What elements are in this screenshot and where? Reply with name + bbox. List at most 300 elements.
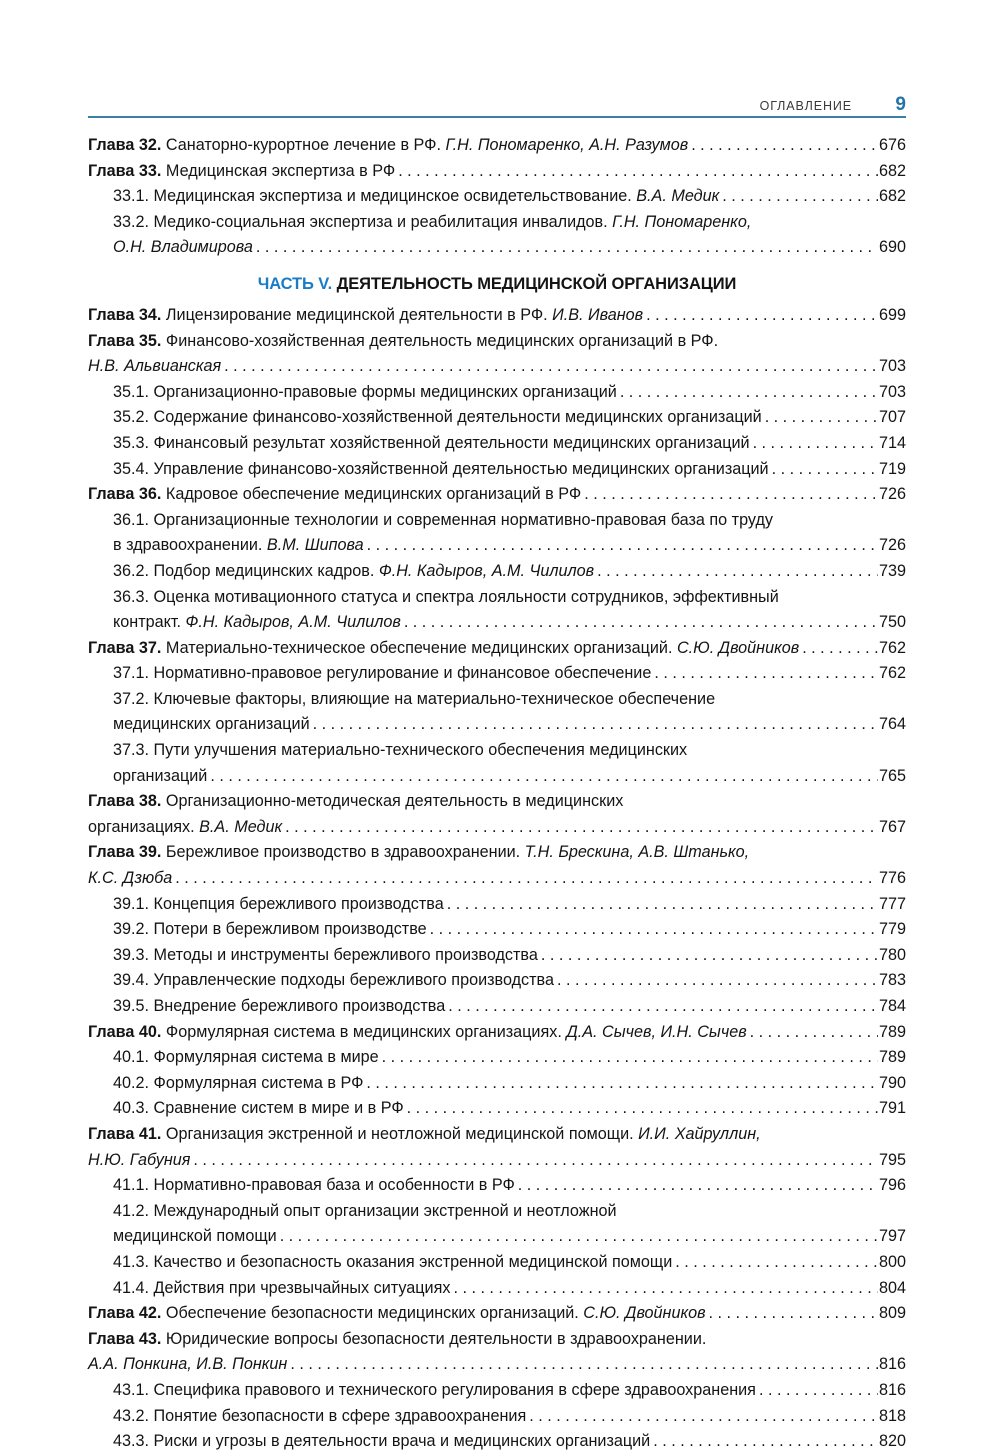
toc-line [113, 738, 906, 764]
toc-section-entry[interactable] [88, 968, 906, 994]
toc-entry-title: Управление финансово-хозяйственной деятельностью медицинских организаций [149, 459, 769, 478]
dot-leader [653, 1429, 878, 1455]
toc-chapter-entry[interactable] [88, 133, 906, 159]
toc-line-text [88, 789, 906, 815]
dot-leader [367, 533, 878, 559]
toc-entry-label: Глава 37. [88, 638, 162, 657]
toc-entry-label: 43.2. [113, 1406, 150, 1425]
toc-entry-title: Нормативно-правовая база и особенности в РФ [149, 1176, 515, 1195]
table-of-contents [88, 133, 906, 1455]
dot-leader [404, 610, 878, 636]
toc-section-entry[interactable] [88, 661, 906, 687]
toc-page-number[interactable]: 797 [878, 1227, 906, 1246]
toc-section-entry[interactable] [88, 1276, 906, 1302]
toc-page-number[interactable]: 783 [878, 971, 906, 990]
toc-line [113, 1250, 906, 1276]
toc-page-number[interactable]: 762 [878, 664, 906, 683]
toc-entry-authors: Г.Н. Пономаренко, А.Н. Разумов [440, 136, 689, 154]
toc-page-number[interactable]: 789 [878, 1022, 906, 1041]
toc-entry-title: Организация экстренной и неотложной медицинской помощи. [161, 1124, 634, 1143]
toc-page-number[interactable]: 795 [878, 1150, 906, 1169]
toc-entry-title: Формулярная система в медицинских организациях. [161, 1022, 562, 1041]
toc-page-number[interactable]: 777 [878, 894, 906, 913]
toc-line-text [88, 840, 906, 866]
dot-leader [448, 994, 878, 1020]
toc-page-number[interactable]: 809 [878, 1304, 906, 1323]
toc-page-number[interactable]: 816 [878, 1355, 906, 1374]
toc-entry-title: Санаторно-курортное лечение в РФ. [161, 136, 441, 154]
toc-page-number[interactable]: 816 [878, 1380, 906, 1399]
toc-page-number[interactable]: 800 [878, 1252, 906, 1271]
toc-line [113, 968, 906, 994]
toc-page-number[interactable]: 767 [878, 817, 906, 836]
toc-line [88, 329, 906, 355]
toc-entry-title: Организационно-правовые формы медицинских организаций [149, 382, 617, 401]
toc-line [113, 687, 906, 713]
toc-chapter-entry[interactable] [88, 303, 906, 329]
dot-leader [541, 943, 878, 969]
toc-line [88, 1327, 906, 1353]
toc-entry-title: Лицензирование медицинской деятельности в РФ. [161, 305, 548, 324]
dot-leader [709, 1301, 878, 1327]
toc-entry-label: 39.3. [113, 945, 150, 964]
toc-entry-authors: С.Ю. Двойников [578, 1304, 706, 1323]
dot-leader [193, 1148, 878, 1174]
toc-line [113, 1429, 906, 1455]
toc-line-text [113, 508, 906, 534]
toc-line [88, 159, 906, 185]
toc-section-entry[interactable] [88, 559, 906, 585]
dot-leader [654, 661, 878, 687]
toc-page-number[interactable]: 707 [878, 408, 906, 427]
toc-section-entry[interactable] [88, 380, 906, 406]
toc-line-text [88, 636, 799, 662]
toc-section-entry[interactable] [88, 1429, 906, 1455]
toc-page-number[interactable]: 726 [878, 536, 906, 555]
toc-page-number[interactable]: 682 [878, 187, 906, 206]
dot-leader [802, 636, 878, 662]
toc-line [113, 431, 906, 457]
toc-line [113, 1378, 906, 1404]
toc-line-text [88, 329, 906, 355]
toc-entry-title-cont: организаций [113, 766, 208, 785]
toc-line-text [113, 1276, 450, 1302]
toc-entry-label: Глава 33. [88, 161, 162, 180]
dot-leader [597, 559, 878, 585]
toc-chapter-entry[interactable] [88, 329, 906, 380]
toc-entry-authors-cont: В.М. Шипова [262, 536, 364, 555]
toc-page-number[interactable]: 750 [878, 613, 906, 632]
toc-entry-title: Концепция бережливого производства [149, 894, 444, 913]
dot-leader [518, 1173, 878, 1199]
toc-line-text [113, 431, 750, 457]
toc-entry-title: Специфика правового и технического регулирования в сфере здравоохранения [149, 1380, 756, 1399]
dot-leader [398, 159, 878, 185]
toc-entry-authors: Ф.Н. Кадыров, А.М. Чилилов [374, 561, 595, 580]
toc-entry-label: 35.3. [113, 433, 150, 452]
toc-entry-label: Глава 40. [88, 1022, 162, 1041]
toc-line-text [88, 1301, 706, 1327]
toc-entry-authors-cont: А.А. Понкина, И.В. Понкин [88, 1355, 288, 1374]
toc-entry-label: 43.1. [113, 1380, 150, 1399]
toc-line [113, 585, 906, 611]
toc-line [88, 1020, 906, 1046]
toc-section-entry[interactable] [88, 1404, 906, 1430]
toc-entry-label: 41.1. [113, 1176, 150, 1195]
toc-line-text [88, 815, 282, 841]
toc-line [113, 892, 906, 918]
toc-section-entry[interactable] [88, 431, 906, 457]
toc-entry-title: Пути улучшения материально-технического обеспечения медицинских [149, 741, 688, 760]
toc-entry-label: 37.2. [113, 689, 150, 708]
toc-line-text [88, 482, 581, 508]
toc-page-number[interactable]: 784 [878, 997, 906, 1015]
toc-entry-label: 43.3. [113, 1432, 150, 1451]
toc-line [113, 508, 906, 534]
toc-line-text [113, 380, 617, 406]
toc-entry-title: Организационно-методическая деятельность в медицинских [161, 792, 624, 811]
toc-entry-title: Материально-техническое обеспечение медицинских организаций. [161, 638, 673, 657]
toc-entry-title: Финансово-хозяйственная деятельность медицинских организаций в РФ. [161, 331, 719, 350]
toc-line-text [113, 764, 207, 790]
toc-entry-label: 40.2. [113, 1073, 150, 1092]
toc-line-text [88, 866, 172, 892]
toc-line-text [88, 1148, 190, 1174]
toc-line [88, 1148, 906, 1174]
toc-line [113, 1404, 906, 1430]
toc-section-entry[interactable] [88, 994, 906, 1020]
dot-leader [290, 1352, 878, 1378]
toc-section-entry[interactable] [88, 892, 906, 918]
toc-line-text [88, 1020, 747, 1046]
part-heading [88, 275, 906, 294]
dot-leader [175, 866, 878, 892]
toc-page-number[interactable]: 676 [878, 136, 906, 154]
toc-line-text [113, 892, 444, 918]
toc-page-number[interactable]: 714 [878, 433, 906, 452]
toc-chapter-entry[interactable] [88, 840, 906, 891]
toc-line-text [113, 1429, 650, 1455]
toc-entry-label: Глава 39. [88, 843, 162, 862]
toc-entry-title: Обеспечение безопасности медицинских организаций. [161, 1304, 579, 1323]
toc-entry-label: 35.1. [113, 382, 150, 401]
toc-line-text [113, 405, 762, 431]
toc-line-text [88, 1327, 906, 1353]
toc-line-text [113, 738, 906, 764]
toc-page-number[interactable]: 779 [878, 920, 906, 939]
toc-entry-label: 40.3. [113, 1099, 150, 1118]
toc-section-entry[interactable] [88, 1045, 906, 1071]
toc-page-number[interactable]: 762 [878, 638, 906, 657]
toc-line [113, 1199, 906, 1225]
toc-line-text [113, 1250, 672, 1276]
toc-line [88, 1301, 906, 1327]
toc-page-number[interactable]: 796 [878, 1176, 906, 1195]
toc-line [113, 1071, 906, 1097]
toc-line [113, 943, 906, 969]
toc-section-entry[interactable] [88, 585, 906, 636]
toc-line [88, 789, 906, 815]
toc-entry-label: 40.1. [113, 1048, 150, 1067]
toc-entry-title: Нормативно-правовое регулирование и финансовое обеспечение [149, 664, 652, 683]
toc-entry-title-cont: медицинской помощи [113, 1227, 277, 1246]
dot-leader [691, 133, 878, 159]
toc-entry-title: Содержание финансово-хозяйственной деятельности медицинских организаций [149, 408, 762, 427]
toc-line-text [113, 457, 769, 483]
toc-section-entry[interactable] [88, 687, 906, 738]
toc-line-text [88, 1122, 906, 1148]
toc-entry-label: Глава 38. [88, 792, 162, 811]
toc-page-number[interactable]: 776 [878, 869, 906, 888]
toc-section-entry[interactable] [88, 184, 906, 210]
toc-section-entry[interactable] [88, 1378, 906, 1404]
toc-chapter-entry[interactable] [88, 1020, 906, 1046]
toc-line-text [113, 210, 906, 236]
running-head [88, 94, 906, 124]
toc-line-text [113, 917, 427, 943]
toc-entry-title: Методы и инструменты бережливого производства [149, 945, 538, 964]
toc-section-entry[interactable] [88, 943, 906, 969]
toc-line [113, 610, 906, 636]
toc-entry-authors-cont: О.Н. Владимирова [113, 238, 253, 257]
toc-line-text [88, 159, 395, 185]
toc-line-text [88, 354, 221, 380]
toc-entry-title: Оценка мотивационного статуса и спектра лояльности сотрудников, эффективный [149, 587, 779, 606]
toc-line [113, 405, 906, 431]
toc-chapter-entry[interactable] [88, 1301, 906, 1327]
dot-leader [759, 1378, 878, 1404]
toc-page-number[interactable]: 820 [878, 1432, 906, 1451]
dot-leader [722, 184, 878, 210]
toc-line-text [113, 1071, 363, 1097]
toc-page-number[interactable]: 682 [878, 161, 906, 180]
toc-entry-authors: И.И. Хайруллин, [633, 1124, 761, 1143]
toc-line [88, 1352, 906, 1378]
toc-line [88, 482, 906, 508]
toc-entry-title: Организационные технологии и современная нормативно-правовая база по труду [149, 510, 773, 529]
toc-line-text [113, 1045, 379, 1071]
toc-line-text [113, 1096, 404, 1122]
dot-leader [407, 1096, 878, 1122]
toc-line [113, 1173, 906, 1199]
toc-page-number[interactable]: 764 [878, 715, 906, 734]
toc-chapter-entry[interactable] [88, 482, 906, 508]
toc-section-entry[interactable] [88, 457, 906, 483]
dot-leader [765, 405, 878, 431]
toc-page-number[interactable]: 703 [878, 357, 906, 376]
toc-entry-label: 36.2. [113, 561, 150, 580]
toc-page-number[interactable]: 765 [878, 766, 906, 785]
dot-leader [430, 917, 878, 943]
toc-line [88, 133, 906, 159]
toc-entry-label: 39.1. [113, 894, 150, 913]
toc-entry-title: Юридические вопросы безопасности деятельности в здравоохранении. [161, 1329, 707, 1348]
toc-line [88, 303, 906, 329]
toc-section-entry[interactable] [88, 210, 906, 261]
toc-entry-label: 35.2. [113, 408, 150, 427]
toc-entry-title: Медико-социальная экспертиза и реабилитация инвалидов. [149, 212, 608, 231]
dot-leader [584, 482, 878, 508]
toc-section-entry[interactable] [88, 508, 906, 559]
toc-entry-authors: Г.Н. Пономаренко, [607, 212, 752, 231]
toc-entry-title: Международный опыт организации экстренной и неотложной [149, 1201, 617, 1220]
toc-entry-label: Глава 34. [88, 305, 162, 324]
toc-entry-title: Финансовый результат хозяйственной деятельности медицинских организаций [149, 433, 750, 452]
toc-entry-label: 39.2. [113, 920, 150, 939]
toc-entry-title: Медицинская экспертиза и медицинское освидетельствование. [149, 187, 632, 206]
toc-line [88, 354, 906, 380]
toc-entry-title: Формулярная система в РФ [149, 1073, 364, 1092]
toc-entry-label: 37.1. [113, 664, 150, 683]
toc-section-entry[interactable] [88, 738, 906, 789]
toc-page-number[interactable]: 791 [878, 1099, 906, 1118]
toc-section-entry[interactable] [88, 405, 906, 431]
dot-leader [280, 1224, 878, 1250]
dot-leader [646, 303, 878, 329]
toc-entry-label: 41.3. [113, 1252, 150, 1271]
toc-entry-title: Сравнение систем в мире и в РФ [149, 1099, 404, 1118]
header-rule [88, 116, 906, 118]
dot-leader [772, 457, 878, 483]
toc-line [113, 235, 906, 261]
toc-line [113, 764, 906, 790]
toc-entry-title: Качество и безопасность оказания экстренной медицинской помощи [149, 1252, 673, 1271]
toc-line-text [113, 994, 445, 1020]
toc-chapter-entry[interactable] [88, 1327, 906, 1378]
toc-page-number[interactable]: 699 [878, 305, 906, 324]
toc-entry-label: Глава 32. [88, 136, 162, 154]
toc-entry-title-cont: медицинских организаций [113, 715, 310, 734]
dot-leader [256, 235, 878, 261]
toc-page-number[interactable]: 804 [878, 1278, 906, 1297]
toc-page-number[interactable]: 790 [878, 1073, 906, 1092]
dot-leader [382, 1045, 878, 1071]
toc-entry-title: Потери в бережливом производстве [149, 920, 427, 939]
toc-chapter-entry[interactable] [88, 789, 906, 840]
toc-line [113, 559, 906, 585]
dot-leader [453, 1276, 878, 1302]
toc-entry-authors: И.В. Иванов [547, 305, 644, 324]
dot-leader [210, 764, 878, 790]
toc-page-number[interactable]: 703 [878, 382, 906, 401]
toc-entry-title: Кадровое обеспечение медицинских организаций в РФ [161, 485, 582, 504]
toc-line [113, 994, 906, 1020]
toc-entry-label: Глава 41. [88, 1124, 162, 1143]
toc-entry-title: Медицинская экспертиза в РФ [161, 161, 396, 180]
toc-page-number[interactable]: 690 [878, 238, 906, 257]
toc-entry-title-cont: контракт. [113, 613, 182, 632]
toc-entry-authors-cont: Н.Ю. Габуния [88, 1150, 191, 1169]
toc-entry-title: Риски и угрозы в деятельности врача и медицинских организаций [149, 1432, 651, 1451]
toc-chapter-entry[interactable] [88, 636, 906, 662]
toc-line-text [113, 1224, 277, 1250]
toc-line [113, 457, 906, 483]
toc-entry-title: Ключевые факторы, влияющие на материально-техническое обеспечение [149, 689, 716, 708]
toc-line [88, 1122, 906, 1148]
toc-line-text [113, 1378, 756, 1404]
toc-line-text [88, 133, 688, 159]
dot-leader [447, 892, 878, 918]
toc-chapter-entry[interactable] [88, 1122, 906, 1173]
toc-page-number[interactable]: 739 [878, 561, 906, 580]
toc-entry-authors-cont: К.С. Дзюба [88, 869, 173, 888]
toc-line-text [113, 184, 719, 210]
toc-entry-label: 41.4. [113, 1278, 150, 1297]
toc-line-text [113, 1404, 526, 1430]
toc-line-text [113, 533, 364, 559]
toc-line-text [113, 712, 310, 738]
toc-entry-label: 36.1. [113, 510, 150, 529]
toc-entry-label: 39.4. [113, 971, 150, 990]
toc-entry-label: 41.2. [113, 1201, 150, 1220]
toc-line-text [113, 559, 594, 585]
toc-section-entry[interactable] [88, 1071, 906, 1097]
toc-entry-label: Глава 42. [88, 1304, 162, 1323]
page-folio: 9 [895, 94, 906, 115]
dot-leader [675, 1250, 878, 1276]
dot-leader [366, 1071, 878, 1097]
dot-leader [620, 380, 878, 406]
toc-line [113, 917, 906, 943]
toc-line [113, 533, 906, 559]
toc-line-text [113, 1199, 906, 1225]
dot-leader [285, 815, 878, 841]
toc-entry-label: 33.1. [113, 187, 150, 206]
toc-section-entry[interactable] [88, 1173, 906, 1199]
toc-entry-title: Формулярная система в мире [149, 1048, 379, 1067]
toc-line [113, 661, 906, 687]
toc-entry-label: Глава 36. [88, 485, 162, 504]
toc-chapter-entry[interactable] [88, 159, 906, 185]
part-number: ЧАСТЬ V. [257, 274, 333, 293]
toc-page-number[interactable]: 719 [878, 459, 906, 478]
dot-leader [750, 1020, 878, 1046]
toc-line [113, 1224, 906, 1250]
toc-entry-title: Управленческие подходы бережливого производства [149, 971, 554, 990]
toc-section-entry[interactable] [88, 917, 906, 943]
toc-entry-title: Действия при чрезвычайных ситуациях [149, 1278, 451, 1297]
toc-line-text [113, 610, 401, 636]
toc-page-number[interactable]: 726 [878, 485, 906, 504]
dot-leader [753, 431, 878, 457]
toc-line-text [113, 585, 906, 611]
toc-entry-title: Подбор медицинских кадров. [149, 561, 375, 580]
toc-entry-label: 36.3. [113, 587, 150, 606]
dot-leader [224, 354, 878, 380]
toc-entry-label: Глава 35. [88, 331, 162, 350]
toc-line-text [113, 235, 253, 261]
running-head-title: ОГЛАВЛЕНИЕ [759, 99, 852, 113]
toc-line [88, 866, 906, 892]
dot-leader [529, 1404, 878, 1430]
toc-line-text [113, 1173, 515, 1199]
toc-entry-authors: В.А. Медик [631, 187, 720, 206]
toc-section-entry[interactable] [88, 1096, 906, 1122]
toc-section-entry[interactable] [88, 1199, 906, 1250]
toc-entry-title: Бережливое производство в здравоохранении. [161, 843, 521, 862]
toc-entry-authors-cont: В.А. Медик [194, 817, 283, 836]
toc-section-entry[interactable] [88, 1250, 906, 1276]
part-title: ДЕЯТЕЛЬНОСТЬ МЕДИЦИНСКОЙ ОРГАНИЗАЦИИ [332, 274, 737, 293]
toc-page-number[interactable]: 780 [878, 945, 906, 964]
toc-page-number[interactable]: 818 [878, 1406, 906, 1425]
toc-line [113, 1096, 906, 1122]
toc-entry-label: Глава 43. [88, 1329, 162, 1348]
toc-page-number[interactable]: 789 [878, 1048, 906, 1067]
toc-line-text [88, 303, 643, 329]
toc-line [113, 380, 906, 406]
toc-entry-label: 39.5. [113, 997, 150, 1015]
